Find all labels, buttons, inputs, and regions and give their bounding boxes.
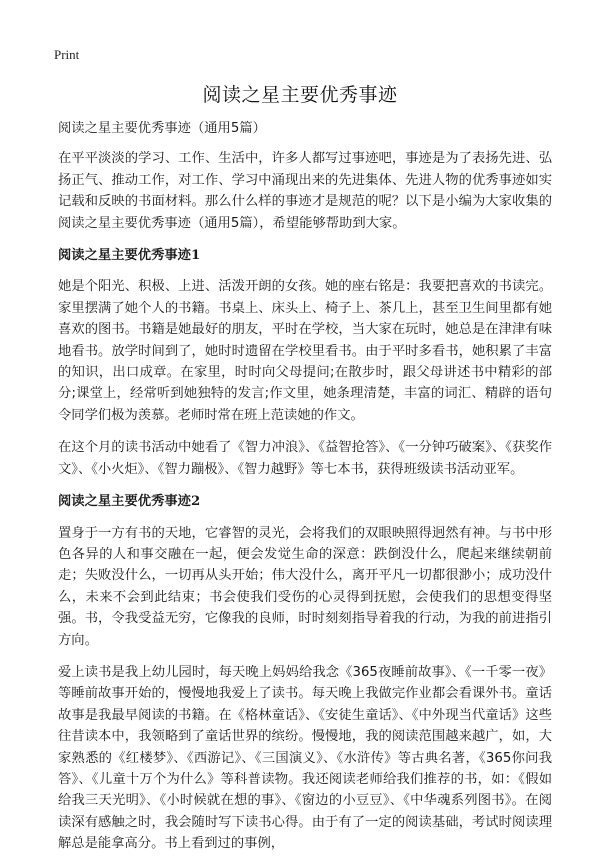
page-title: 阅读之星主要优秀事迹 bbox=[202, 84, 398, 106]
intro-paragraph: 在平平淡淡的学习、工作、生活中，许多人都写过事迹吧，事迹是为了表扬先进、弘扬正气、推动工作，对工作、学习中涌现出来的先进集体、先进人物的优秀事迹如实记载和反映的书面材料。那么什么样的事迹才是规范的呢？以下是小编为大家收集的阅读之星主要优秀事迹（通用5篇），希望能够帮助到大家。 bbox=[58, 151, 552, 231]
section-heading: 阅读之星主要优秀事迹1 bbox=[58, 248, 201, 264]
print-link[interactable]: Print bbox=[54, 47, 80, 62]
document-subtitle: 阅读之星主要优秀事迹（通用5篇） bbox=[58, 121, 266, 136]
section-paragraph: 爱上读书是我上幼儿园时，每天晚上妈妈给我念《365夜睡前故事》、《一千零一夜》等睡前故事开始的，慢慢地我爱上了读书。每天晚上我做完作业都会看课外书。童话故事是我最早阅读的书籍。在《格林童话》、《安徒生童话》、《中外现当代童话》这些往昔读本中，我领略到了童话世界的缤纷。慢慢地，我的阅读范围越来越广，如，大家熟悉的《红楼梦》、《西游记》、《三国演义》、《水浒传》等古典名著，《365你问我答》、《儿童十万个为什么》等科普读物。我还阅读老师给我们推荐的书，如：《假如给我三天光明》、《小时候就在想的事》、《窗边的小豆豆》、《中华魂系列图书》。在阅读深有感触之时，我会随时写下读书心得。由于有了一定的阅读基础，考试时阅读理解总是能拿高分。书上看到过的事例， bbox=[58, 664, 552, 852]
section-heading: 阅读之星主要优秀事迹2 bbox=[58, 494, 201, 510]
section-paragraph: 她是个阳光、积极、上进、活泼开朗的女孩。她的座右铭是：我要把喜欢的书读完。家里摆满了她个人的书籍。书桌上、床头上、椅子上、茶几上，甚至卫生间里都有她喜欢的图书。书籍是她最好的朋友，平时在学校，当大家在玩时，她总是在津津有味地看书。放学时间到了，她时时遗留在学校里看书。由于平时多看书，她积累了丰富的知识，出口成章。在家里，时时向父母提问;在散步时，跟父母讲述书中精彩的部分;课堂上，经常听到她独特的发言;作文里，她条理清楚，丰富的词汇、精辟的语句令同学们极为羡慕。老师时常在班上范读她的作文。 bbox=[58, 279, 552, 423]
section-paragraph: 在这个月的读书活动中她看了《智力冲浪》、《益智抢答》、《一分钟巧破案》、《获奖作文》、《小火炬》、《智力蹦极》、《智力越野》等七本书，获得班级读书活动亚军。 bbox=[58, 440, 552, 477]
section-paragraph: 置身于一方有书的天地，它睿智的灵光，会将我们的双眼映照得迥然有神。与书中形色各异的人和事交融在一起，便会发觉生命的深意：跌倒没什么，爬起来继续朝前走；失败没什么，一切再从头开始；伟大没什么，离开平凡一切都很渺小；成功没什么，未来不会到此结束；书会使我们受伤的心灵得到抚慰，会使我们的思想变得坚强。书，令我受益无穷，它像我的良师，时时刻刻指导着我的行动，为我的前进指引方向。 bbox=[58, 525, 552, 648]
document-body bbox=[58, 118, 552, 866]
